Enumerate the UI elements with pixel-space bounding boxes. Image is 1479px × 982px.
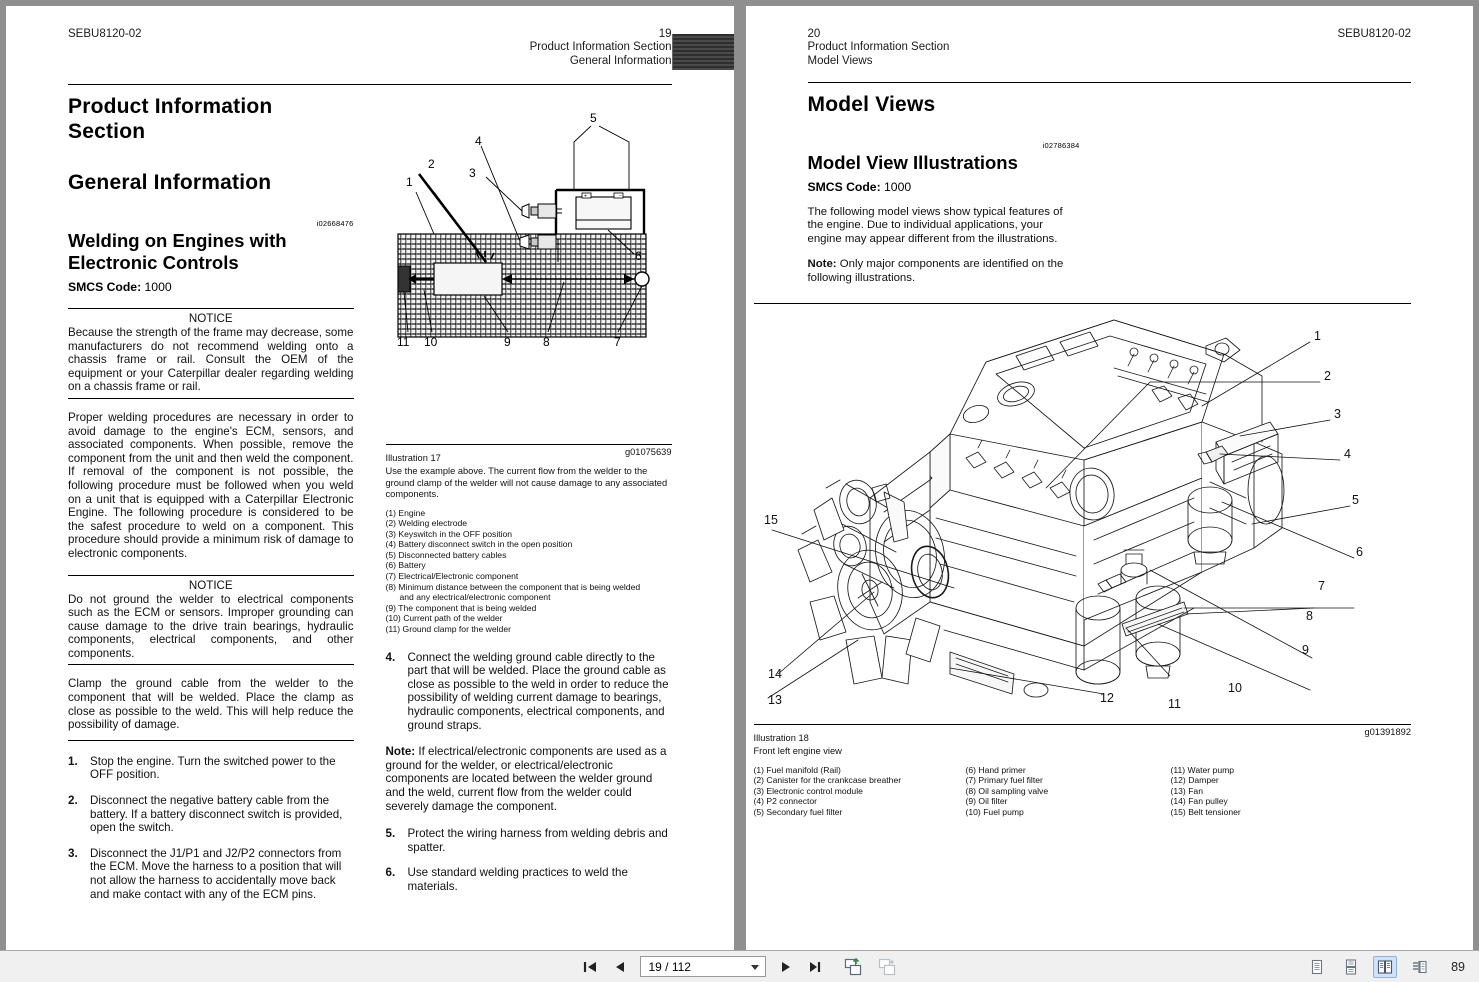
- smcs-label: SMCS Code:: [68, 280, 142, 294]
- engine-callout-1: 1: [1313, 329, 1321, 344]
- procedure-steps-column-2: [386, 651, 672, 733]
- key-item-continuation: and any electrical/electronic component: [399, 592, 551, 603]
- key-item: (6) Hand primer: [965, 764, 1026, 775]
- key-item: (1) Engine: [385, 507, 426, 518]
- running-head-doc-number: SEBU8120-02: [68, 28, 142, 40]
- facing-pages-view-icon[interactable]: [1373, 956, 1397, 978]
- engine-callout-4: 4: [1343, 447, 1351, 462]
- view-mode-group[interactable]: [1305, 956, 1465, 978]
- smcs-value: 1000: [884, 180, 912, 194]
- engine-callout-7: 7: [1317, 579, 1325, 594]
- page-title-line2: Section: [68, 120, 146, 143]
- engine-callout-13: 13: [767, 693, 782, 708]
- chevron-down-icon[interactable]: [751, 965, 759, 970]
- key-item: (2) Canister for the crankcase breather: [753, 775, 902, 786]
- topic-title: Model View Illustrations: [807, 152, 1018, 173]
- previous-page-icon[interactable]: [610, 957, 630, 977]
- step-item: [386, 651, 672, 733]
- illustration-17-caption: [386, 444, 672, 635]
- step-number: 2.: [68, 794, 78, 808]
- running-head-page-number: 19: [658, 28, 672, 40]
- step-text: Stop the engine. Turn the switched power to the OFF position.: [90, 754, 336, 782]
- key-item: (8) Minimum distance between the component that is being welded: [385, 581, 641, 592]
- engine-callout-5: 5: [1351, 493, 1359, 508]
- key-item: (9) The component that is being welded: [385, 602, 537, 613]
- caption-rule: [754, 724, 1412, 725]
- svg-text:+: +: [583, 193, 587, 200]
- step-text: Connect the welding ground cable directly to the part that will be welded. Place the ground cable as close as possible to the weld in order to reduce the possibility of welding current damage to bearings, hydraulic components, electrical components, and ground straps.: [407, 650, 669, 732]
- topic-title-line1: Welding on Engines with: [68, 230, 287, 251]
- notice-title: NOTICE: [188, 578, 233, 592]
- step-number: 6.: [385, 866, 396, 880]
- illustration-label: Illustration 17: [385, 453, 441, 463]
- topic-title: [68, 230, 354, 274]
- callout-1: 1: [405, 175, 413, 189]
- document-page-19[interactable]: [6, 6, 734, 950]
- notice-title: NOTICE: [188, 312, 233, 325]
- running-head-doc-number: SEBU8120-02: [1337, 28, 1411, 40]
- callout-6: 6: [634, 249, 642, 263]
- key-item: (11) Water pump: [1170, 764, 1235, 775]
- key-item: (8) Oil sampling valve: [965, 785, 1049, 796]
- running-head-section: Product Information Section: [529, 41, 672, 54]
- page-title: Model Views: [807, 93, 936, 116]
- engine-callout-14: 14: [767, 667, 782, 682]
- step-item: [68, 794, 354, 835]
- zoom-level-value[interactable]: 89: [1451, 959, 1465, 974]
- notice-bottom-rule: [68, 398, 354, 399]
- key-item: (10) Fuel pump: [965, 806, 1024, 817]
- step-number: 1.: [68, 754, 78, 768]
- engine-callout-3: 3: [1333, 407, 1341, 422]
- procedure-steps-column-2b: [386, 827, 672, 893]
- section-heading: General Information: [68, 171, 272, 194]
- callout-4: 4: [474, 134, 482, 148]
- next-page-icon[interactable]: [776, 957, 796, 977]
- key-item: (15) Belt tensioner: [1170, 806, 1241, 817]
- smcs-code: [808, 180, 1412, 194]
- procedure-steps-column-1: [68, 755, 354, 901]
- page-navigation-group[interactable]: [580, 956, 900, 977]
- viewer-toolbar[interactable]: [0, 950, 1479, 982]
- note-text: Only major components are identified on the following illustrations.: [807, 258, 1064, 284]
- engine-callout-8: 8: [1305, 609, 1313, 624]
- key-item: (2) Welding electrode: [385, 518, 468, 529]
- page-title-line1: Product Information: [68, 95, 273, 118]
- step-text: Use standard welding practices to weld the materials.: [407, 866, 628, 893]
- key-item: (6) Battery: [385, 560, 426, 571]
- header-rule: [68, 84, 672, 85]
- illustration-description: Front left engine view: [753, 746, 842, 757]
- left-page-column-1: [68, 94, 354, 932]
- key-item: (3) Electronic control module: [753, 785, 863, 796]
- callout-2: 2: [427, 157, 435, 171]
- note-text: If electrical/electronic components are used as a ground for the welder, or electrical/electronic components are located between the welder ground and the weld, current flow from the welder could severely damage the component.: [385, 745, 667, 813]
- engine-callout-12: 12: [1099, 691, 1114, 706]
- last-page-icon[interactable]: [806, 957, 826, 977]
- note-label: Note:: [385, 745, 416, 759]
- running-head-page-number: 20: [807, 28, 821, 40]
- section-thumb-tab: [672, 34, 734, 70]
- running-head-subsection: Model Views: [807, 54, 873, 67]
- left-page-column-2: [386, 94, 672, 932]
- step-number: 4.: [385, 650, 396, 664]
- key-column-2: [966, 765, 1171, 818]
- header-rule: [808, 82, 1412, 83]
- svg-text:−: −: [618, 193, 622, 200]
- page-number-input[interactable]: [640, 956, 766, 977]
- illustration-graphic-number: g01391892: [1364, 727, 1411, 738]
- notice-block-2: [68, 575, 354, 666]
- step-item: [386, 827, 672, 854]
- key-item: (3) Keyswitch in the OFF position: [385, 528, 513, 539]
- key-item: (11) Ground clamp for the welder: [385, 624, 511, 635]
- paragraph-model-views-intro: The following model views show typical features of the engine. Due to individual applications, your engine may appear different from the illustrations.: [807, 206, 1063, 245]
- callout-9: 9: [503, 335, 511, 349]
- key-column-1: [754, 765, 966, 818]
- engine-callout-15: 15: [763, 513, 778, 528]
- smcs-value: 1000: [144, 280, 172, 294]
- single-page-view-icon[interactable]: [1305, 956, 1329, 978]
- illustration-label: Illustration 18: [753, 733, 809, 744]
- first-page-icon[interactable]: [580, 957, 600, 977]
- illustration-18-key-list: [754, 765, 1412, 818]
- illustration-graphic-number: g01075639: [624, 447, 672, 457]
- callout-7: 7: [613, 335, 621, 349]
- step-number: 3.: [68, 846, 78, 860]
- key-item: (7) Electrical/Electronic component: [385, 571, 519, 582]
- step-text: Protect the wiring harness from welding debris and spatter.: [407, 827, 668, 854]
- key-item: (14) Fan pulley: [1170, 796, 1228, 807]
- key-item: (5) Disconnected battery cables: [385, 549, 507, 560]
- smcs-label: SMCS Code:: [807, 180, 881, 194]
- document-page-20[interactable]: [746, 6, 1474, 950]
- illustration-18-caption: [754, 724, 1412, 817]
- page-title: [68, 94, 354, 144]
- callout-8: 8: [542, 335, 550, 349]
- note-label: Note:: [807, 258, 837, 271]
- illustration-description: Use the example above. The current flow from the welder to the ground clamp of the welder will not cause damage to any associated components.: [385, 466, 668, 499]
- paragraph-clamp-ground-cable: Clamp the ground cable from the welder to the component that will be welded. Place the clamp as close as possible to the weld. This will help reduce the possibility of damage.: [68, 677, 354, 732]
- step-item: [386, 866, 672, 893]
- key-item: (10) Current path of the welder: [385, 613, 503, 624]
- page-number-value: 19 / 112: [648, 959, 691, 974]
- key-item: (5) Secondary fuel filter: [753, 806, 843, 817]
- illustration-17-welding-diagram: [386, 94, 672, 434]
- topic-doc-id: i02668476: [316, 219, 354, 228]
- key-column-3: [1171, 765, 1241, 818]
- fit-width-icon: [876, 957, 900, 977]
- engine-callout-11: 11: [1167, 697, 1181, 712]
- callout-3: 3: [468, 166, 476, 180]
- key-item: (13) Fan: [1170, 785, 1203, 796]
- engine-callout-10: 10: [1227, 681, 1242, 696]
- engine-callout-2: 2: [1323, 369, 1331, 384]
- engine-callout-9: 9: [1301, 643, 1309, 658]
- steps-divider-rule: [68, 740, 354, 741]
- notice-block-1: [68, 308, 354, 399]
- key-item: (12) Damper: [1170, 775, 1219, 786]
- callout-5: 5: [589, 111, 597, 125]
- book-view-icon[interactable]: [1407, 956, 1431, 978]
- smcs-code: [68, 280, 354, 294]
- key-item: (1) Fuel manifold (Rail): [753, 764, 841, 775]
- running-head-subsection: General Information: [569, 54, 672, 67]
- note-paragraph: [808, 258, 1080, 285]
- engine-callout-6: 6: [1355, 545, 1363, 560]
- topic-title-line2: Electronic Controls: [68, 252, 239, 273]
- illustration-18-engine-drawing: [754, 302, 1366, 720]
- callout-11: 11: [396, 335, 409, 349]
- caption-rule: [386, 444, 672, 445]
- continuous-page-view-icon[interactable]: [1339, 956, 1363, 978]
- key-item: (7) Primary fuel filter: [965, 775, 1043, 786]
- key-item: (4) P2 connector: [753, 796, 818, 807]
- running-head-section: Product Information Section: [807, 41, 950, 54]
- key-item: (9) Oil filter: [965, 796, 1008, 807]
- step-item: [68, 847, 354, 901]
- notice-bottom-rule: [68, 664, 354, 665]
- topic-doc-id: i02786384: [1042, 141, 1080, 150]
- notice-text: Because the strength of the frame may decrease, some manufacturers do not recommend welding onto a chassis frame or rail. Consult the OEM of the equipment or your Caterpillar dealer regarding welding on a chassis frame or rail.: [68, 326, 354, 394]
- callout-10: 10: [423, 335, 437, 349]
- illustration-17-key-list: [386, 508, 672, 635]
- note-paragraph: [386, 745, 672, 813]
- paragraph-proper-welding: Proper welding procedures are necessary in order to avoid damage to the engine's ECM, sensors, and associated components. When possible, remove the component from the unit and then weld the component. If removal of the component is not possible, the following procedure must be followed when you weld on a unit that is equipped with a Caterpillar Electronic Engine. The following procedure is considered to be the safest procedure to weld on a component. This procedure should provide a minimum risk of damage to electronic components.: [68, 410, 354, 560]
- key-item: (4) Battery disconnect switch in the open position: [385, 539, 573, 550]
- notice-text: Do not ground the welder to electrical components such as the ECM or sensors. Improper grounding can cause damage to the drive train bearings, hydraulic components, electrical components, and other components.: [68, 592, 354, 660]
- step-text: Disconnect the J1/P1 and J2/P2 connectors from the ECM. Move the harness to a position that will not allow the harness to accidentally move back and make contact with any of the ECM pins.: [90, 846, 342, 901]
- step-number: 5.: [385, 827, 396, 841]
- step-text: Disconnect the negative battery cable from the battery. If a battery disconnect switch is provided, open the switch.: [90, 794, 343, 835]
- fit-page-icon[interactable]: [842, 957, 866, 977]
- step-item: [68, 755, 354, 782]
